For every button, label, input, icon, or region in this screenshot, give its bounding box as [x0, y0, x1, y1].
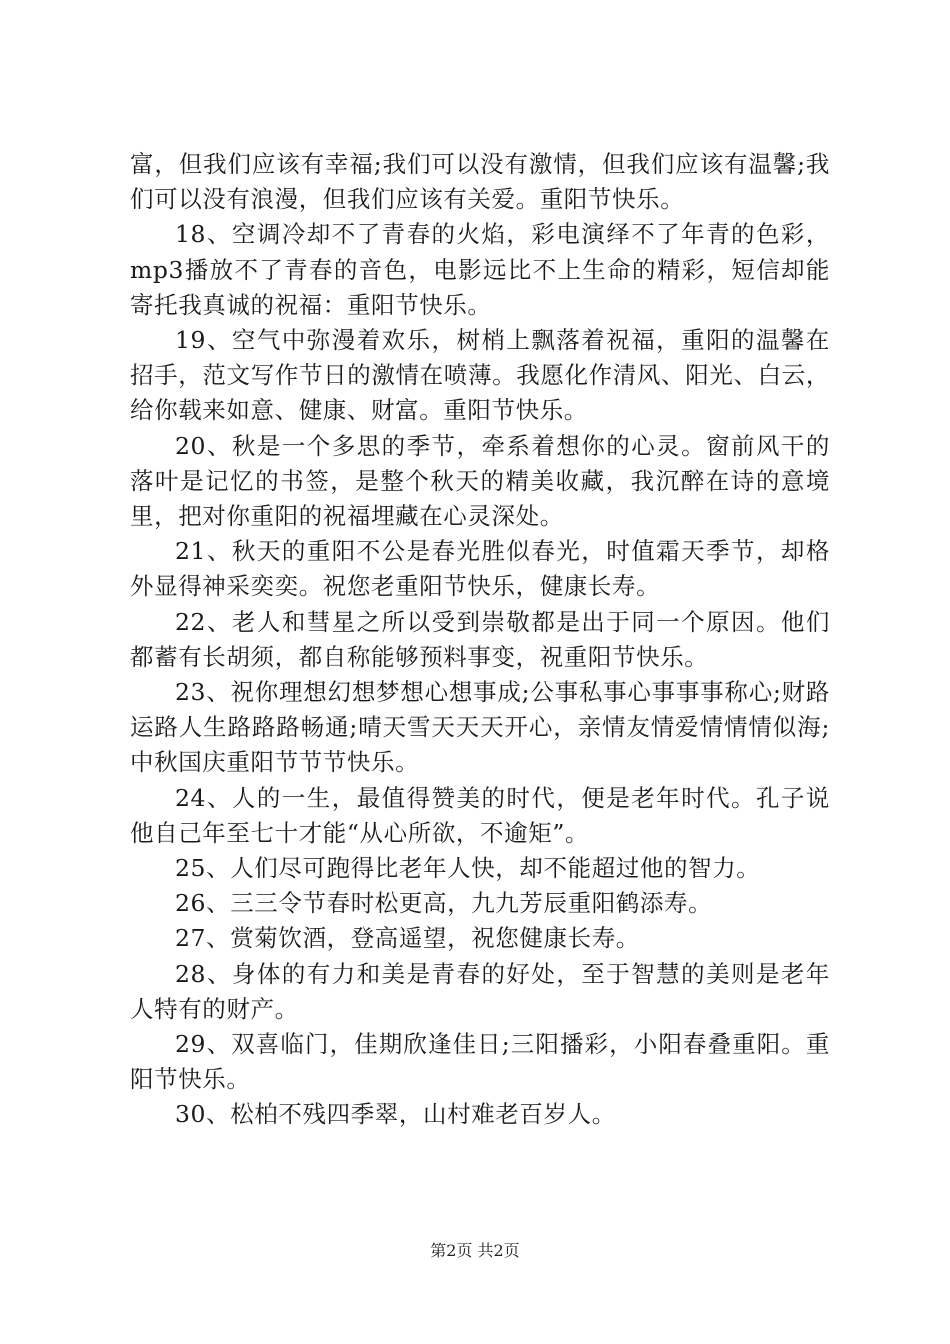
- paragraph-22: 22、老人和彗星之所以受到崇敬都是出于同一个原因。他们都蓄有长胡须，都自称能够预料事变，祝重阳节快乐。: [130, 607, 830, 671]
- paragraph-21: 21、秋天的重阳不公是春光胜似春光，时值霜天季节，却格外显得神采奕奕。祝您老重阳节快乐，健康长寿。: [130, 537, 830, 601]
- paragraph-23: 23、祝你理想幻想梦想心想事成;公事私事心事事事称心;财路运路人生路路路畅通;晴天雪天天天开心，亲情友情爱情情情似海;中秋国庆重阳节节节快乐。: [130, 678, 830, 777]
- paragraph-continuation: 富，但我们应该有幸福;我们可以没有激情，但我们应该有温馨;我们可以没有浪漫，但我们应该有关爱。重阳节快乐。: [130, 150, 830, 214]
- page-number-label: 第2页 共2页: [430, 1241, 520, 1260]
- document-body: [130, 147, 830, 1133]
- paragraph-29: 29、双喜临门，佳期欣逢佳日;三阳播彩，小阳春叠重阳。重阳节快乐。: [130, 1030, 830, 1094]
- paragraph-24: 24、人的一生，最值得赞美的时代，便是老年时代。孔子说他自己年至七十才能“从心所欲，不逾矩”。: [130, 783, 830, 847]
- page-footer: [0, 1241, 950, 1261]
- paragraph-18: 18、空调冷却不了青春的火焰，彩电演绎不了年青的色彩，mp3播放不了青春的音色，电影远比不上生命的精彩，短信却能寄托我真诚的祝福：重阳节快乐。: [130, 220, 830, 319]
- paragraph-28: 28、身体的有力和美是青春的好处，至于智慧的美则是老年人特有的财产。: [130, 959, 830, 1023]
- paragraph-20: 20、秋是一个多思的季节，牵系着想你的心灵。窗前风干的落叶是记忆的书签，是整个秋天的精美收藏，我沉醉在诗的意境里，把对你重阳的祝福埋藏在心灵深处。: [130, 431, 830, 531]
- paragraph-25: 25、人们尽可跑得比老年人快，却不能超过他的智力。: [175, 854, 761, 883]
- paragraph-30: 30、松柏不残四季翠，山村难老百岁人。: [175, 1100, 616, 1129]
- paragraph-19: 19、空气中弥漫着欢乐，树梢上飘落着祝福，重阳的温馨在招手，范文写作节日的激情在喷薄。我愿化作清风、阳光、白云，给你载来如意、健康、财富。重阳节快乐。: [130, 326, 830, 425]
- paragraph-26: 26、三三令节春时松更高，九九芳辰重阳鹤添寿。: [175, 889, 713, 918]
- paragraph-27: 27、赏菊饮酒，登高遥望，祝您健康长寿。: [175, 924, 640, 953]
